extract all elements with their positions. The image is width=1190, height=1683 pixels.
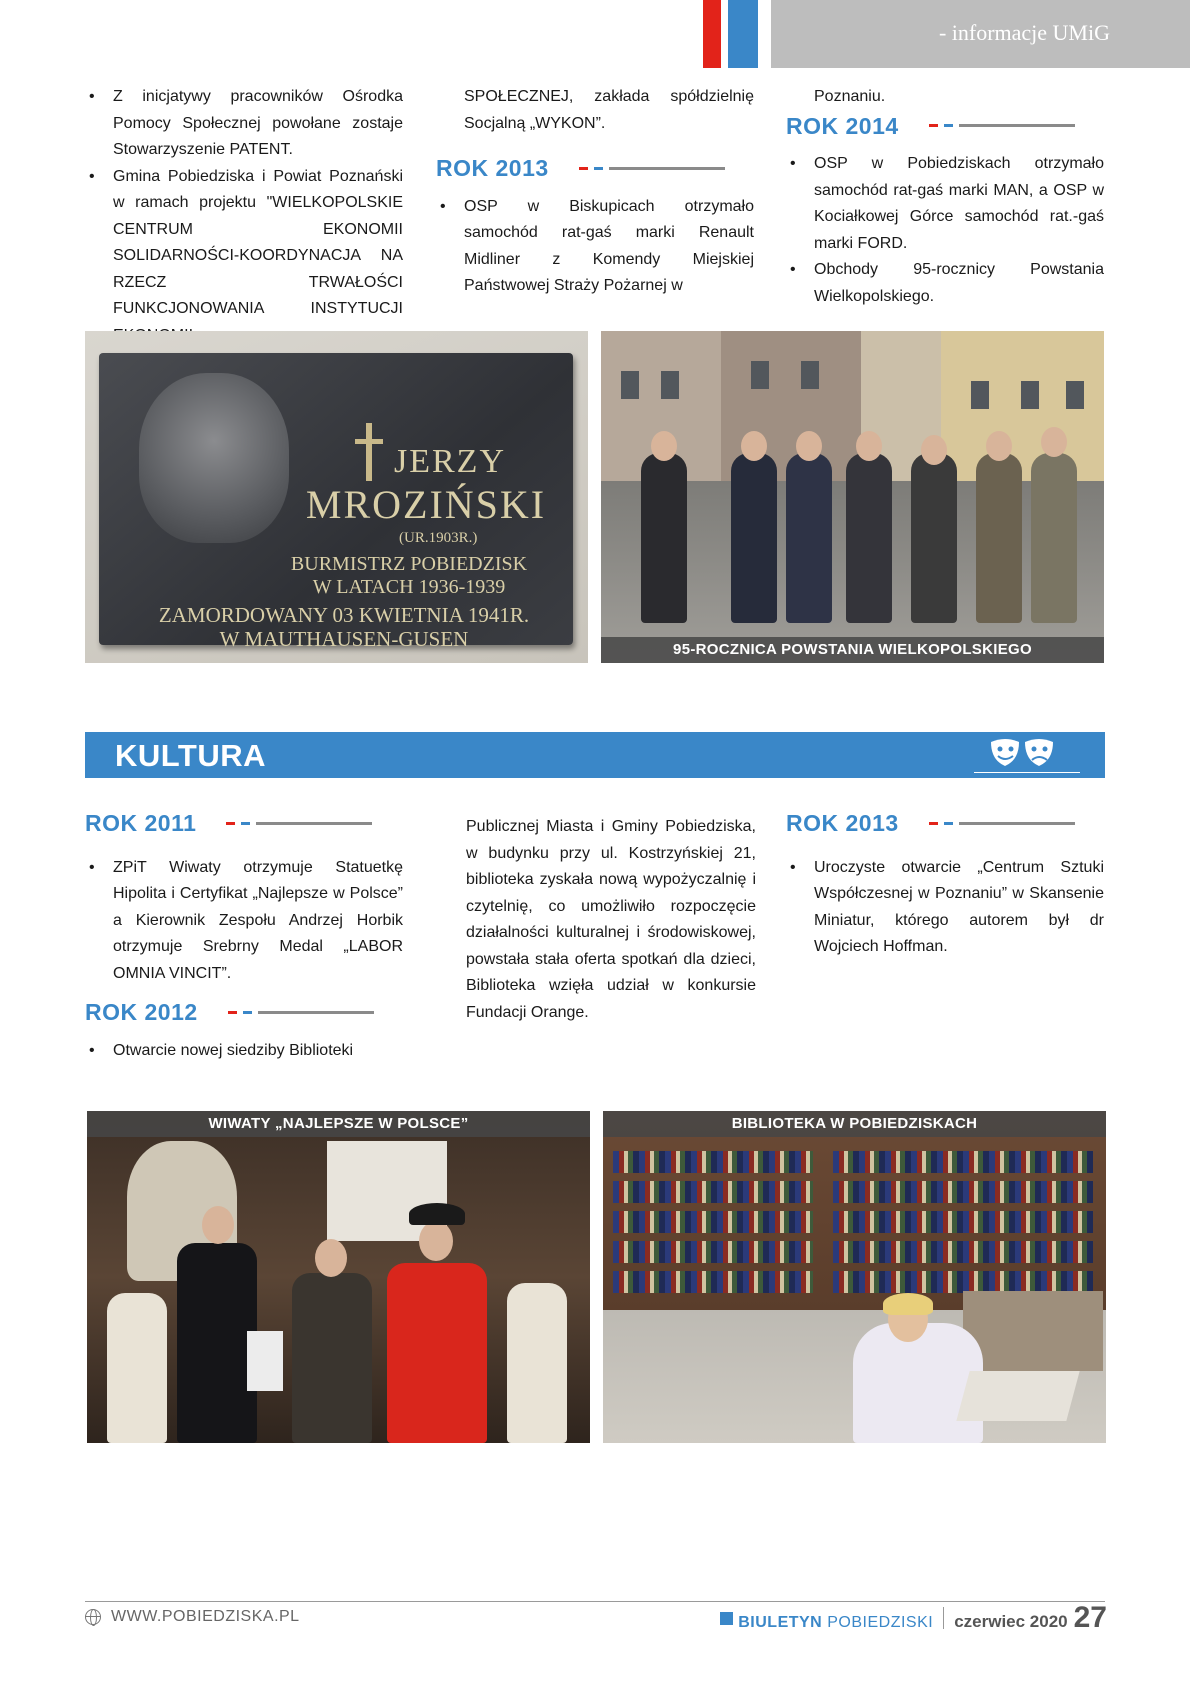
section-title: KULTURA [115,738,267,773]
year-heading [436,155,754,182]
kultura-column-2 [466,814,756,1026]
year-heading-title: ROK 2014 [786,112,899,139]
plaque-line: ZAMORDOWANY 03 KWIETNIA 1941R. [158,603,530,627]
list-item: • Uroczyste otwarcie „Centrum Sztuki Współczesnej w Poznaniu” w Skansenie Miniatur, którego autorem był dr Wojciech Hoffman. [786,855,1104,961]
year-heading-title: ROK 2011 [85,810,197,836]
year-heading-decoration [226,822,372,825]
ceremony-photo [601,331,1104,663]
photo-caption: BIBLIOTEKA W POBIEDZISKACH [603,1111,1106,1137]
list-item: • Gmina Pobiedziska i Powiat Poznański w ramach projektu "WIELKOPOLSKIE CENTRUM EKONOMII SOLIDARNOŚCI-KOORDYNACJA NA RZECZ TRWAŁOŚCI FUNKCJONOWANIA INSTYTUCJI [85,164,403,350]
theater-masks-icon [985,736,1059,770]
list-item: • Obchody 95-rocznicy Powstania Wielkopolskiego. [786,257,1104,310]
plaque-born: (UR.1903R.) [399,530,478,546]
year-heading [85,810,403,837]
photo-caption: WIWATY „NAJLEPSZE W POLSCE” [87,1111,590,1137]
memorial-plaque [99,353,573,651]
photo-caption: 95-ROCZNICA POWSTANIA WIELKOPOLSKIEGO [601,637,1104,663]
continued-text: SPOŁECZNEJ, zakłada spółdzielnię Socjalną „WYKON”. [464,88,754,132]
year-heading [786,810,1104,837]
continued-text: Publicznej Miasta i Gminy Pobiedziska, w budynku przy ul. Kostrzyńskiej 21, biblioteka zyskała nową wypożyczalnię i czytelnię, co umożliwiło rozpoczęcie działalności kulturalnej i środowiskowej, powstała stała oferta spotkań dla dzieci, Biblioteka wzięła udział w konkursie Fundacji Orange. [466,818,756,1021]
issue-date: czerwiec 2020 [954,1612,1068,1631]
header-blue-stripe [728,0,758,68]
top-column-1 [85,84,403,349]
plaque-line: BURMISTRZ POBIEDZISK [290,553,528,575]
continued-text: Poznaniu. [814,88,886,105]
brand-bold: BIULETYN [738,1614,823,1631]
footer-separator [943,1607,944,1629]
list-item: • OSP w Pobiedziskach otrzymało samochód rat-gaś marki MAN, a OSP w Kociałkowej Górce samochód rat.-gaś marki FORD. [786,151,1104,257]
footer-url[interactable]: WWW.POBIEDZISKA.PL [111,1608,300,1625]
kultura-column-3 [786,810,1104,961]
page-number: 27 [1073,1601,1107,1634]
year-heading-title: ROK 2012 [85,999,198,1025]
year-heading-title: ROK 2013 [786,810,899,836]
year-heading-decoration [579,167,725,170]
library-photo [603,1111,1106,1443]
year-heading [786,113,1104,140]
top-column-3 [786,84,1104,310]
brand-square-icon [720,1612,733,1625]
year-heading [85,999,403,1026]
plaque-photo [85,331,588,663]
year-heading-title: ROK 2013 [436,155,549,181]
footer-publication [720,1601,1107,1635]
section-banner-kultura [85,732,1105,778]
portrait-relief [139,373,289,543]
cross-icon [366,423,372,481]
year-heading-decoration [929,124,1075,127]
list-item: • ZPiT Wiwaty otrzymuje Statuetkę Hipolita i Certyfikat „Najlepsze w Polsce” a Kierownik Zespołu Andrzej Horbik otrzymuje Srebrny Medal „LABOR OMNIA VINCIT”. [85,855,403,988]
list-item: • Otwarcie nowej siedziby Biblioteki [85,1038,403,1065]
plaque-line: W LATACH 1936-1939 [312,576,506,598]
header-section-bar [771,0,1190,68]
plaque-last-name: MROZIŃSKI [305,482,547,527]
top-column-2 [436,84,754,300]
footer-website [85,1608,300,1626]
list-item: • OSP w Biskupicach otrzymało samochód rat-gaś marki Renault Midliner z Komendy Miejskiej Państwowej Straży Pożarnej w [436,194,754,300]
plaque-first-name: JERZY [394,443,506,480]
list-item: • Z inicjatywy pracowników Ośrodka Pomocy Społecznej powołane zostaje Stowarzyszenie PATENT. [85,84,403,164]
wiwaty-photo [87,1111,590,1443]
header-red-stripe [703,0,721,68]
year-heading-decoration [929,822,1075,825]
section-label: - informacje UMiG [938,20,1110,45]
year-heading-decoration [228,1011,374,1014]
plaque-line: W MAUTHAUSEN-GUSEN [219,627,469,651]
globe-icon [85,1609,101,1625]
brand-light: POBIEDZISKI [827,1614,934,1631]
kultura-column-1 [85,810,403,1064]
